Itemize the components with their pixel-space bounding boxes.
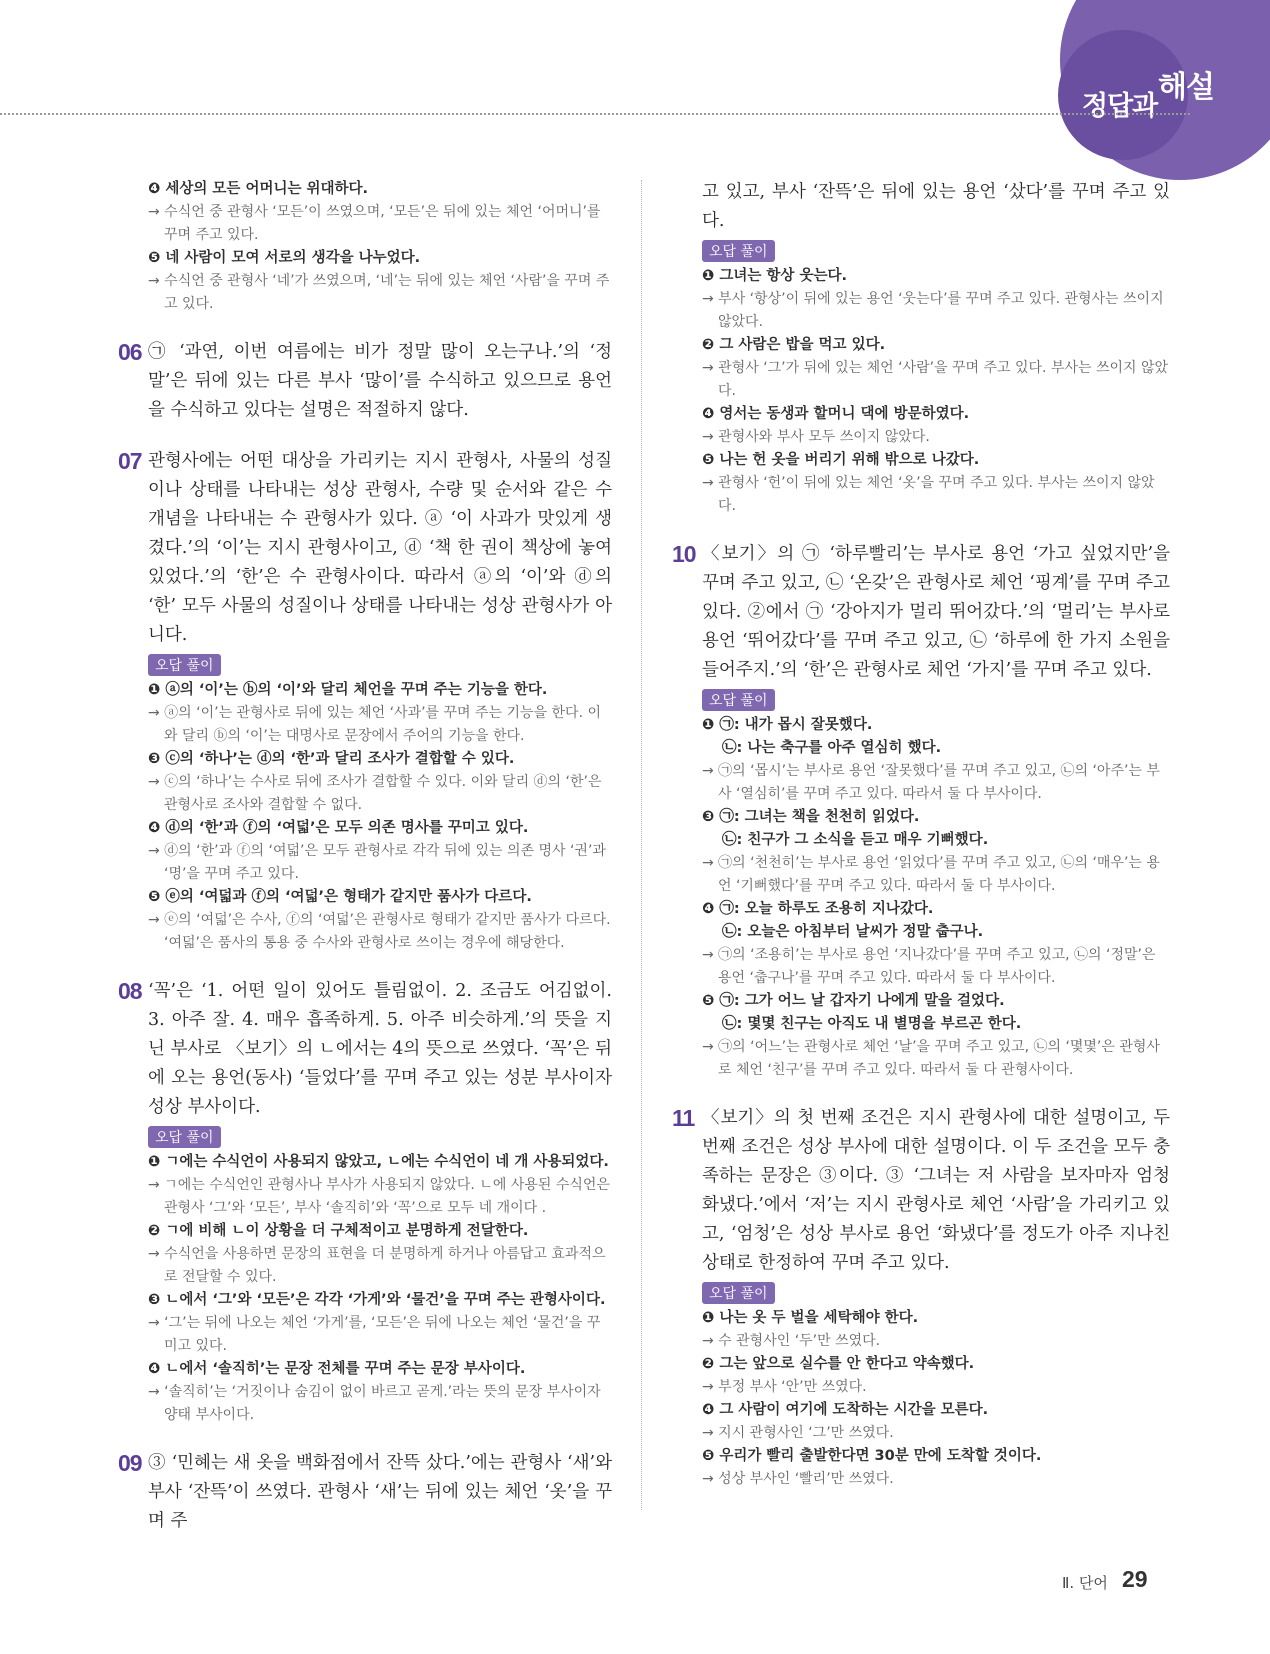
wrong-answer-tag: 오답 풀이 <box>148 654 221 676</box>
explanation: → 수식언 중 관형사 ‘네’가 쓰였으며, ‘네’는 뒤에 있는 체언 ‘사람’을 꾸며 주고 있다. <box>148 273 610 312</box>
answer-text: ③ ‘민혜는 새 옷을 백화점에서 잔뜩 샀다.’에는 관형사 ‘새’와 부사 ‘잔뜩’이 쓰였다. 관형사 ‘새’는 뒤에 있는 체언 ‘옷’을 꾸며 주 <box>148 1453 612 1531</box>
option-sub: ㉡: 오늘은 아침부터 날씨가 정말 춥구나. <box>722 924 984 940</box>
wrong-answer-tag: 오답 풀이 <box>702 689 775 711</box>
answer-11 <box>672 1104 1170 1278</box>
question-number: 07 <box>118 448 142 474</box>
explanation: → ⓓ의 ‘한’과 ⓕ의 ‘여덟’은 모두 관형사로 각각 뒤에 있는 의존 명사 ‘권’과 ‘명’을 꾸며 주고 있다. <box>148 843 606 882</box>
option: ❶ ㉠: 내가 몹시 잘못했다. <box>702 717 873 733</box>
explanation: → ‘솔직히’는 ‘거짓이나 숨김이 없이 바르고 곧게.’라는 뜻의 문장 부사이자 양태 부사이다. <box>148 1384 601 1423</box>
answer-text: 고 있고, 부사 ‘잔뜩’은 뒤에 있는 용언 ‘샀다’를 꾸며 주고 있다. <box>702 182 1170 231</box>
explanation: → 관형사 ‘헌’이 뒤에 있는 체언 ‘옷’을 꾸며 주고 있다. 부사는 쓰이지 않았다. <box>702 475 1155 514</box>
option: ❹ ㄴ에서 ‘솔직히’는 문장 전체를 꾸며 주는 문장 부사이다. <box>148 1361 526 1377</box>
explanation: → 수 관형사인 ‘두’만 쓰였다. <box>702 1333 881 1349</box>
answer-text: 관형사에는 어떤 대상을 가리키는 지시 관형사, 사물의 성질이나 상태를 나타내는 성상 관형사, 수량 및 순서와 같은 수 개념을 나타내는 수 관형사가 있다. ⓐ ‘이 사과가 맛있게 생겼다.’의 ‘이’는 지시 관형사이고, ⓓ ‘책 한 권이 책상에 놓여 있었다.’의 ‘한’은 수 관형사이다. 따라서 ⓐ의 ‘이’와 ⓓ의 ‘한’ 모두 사물의 성질이나 상태를 나타내는 성상 관형사가 아니다. <box>148 451 612 645</box>
answer-text: 〈보기〉의 ㉠ ‘하루빨리’는 부사로 용언 ‘가고 싶었지만’을 꾸며 주고 있고, ㉡ ‘온갖’은 관형사로 체언 ‘핑계’를 꾸며 주고 있다. ②에서 ㉠ ‘강아지가 멀리 뛰어갔다.’의 ‘멀리’는 부사로 용언 ‘뛰어갔다’를 꾸며 주고 있고, ㉡ ‘하루에 한 가지 소원을 들어주지.’의 ‘한’은 관형사로 체언 ‘가지’를 꾸며 주고 있다. <box>702 544 1170 680</box>
explanation: → ⓔ의 ‘여덟’은 수사, ⓕ의 ‘여덟’은 관형사로 형태가 같지만 품사가 다르다. ‘여덟’은 품사의 통용 중 수사와 관형사로 쓰이는 경우에 해당한다. <box>148 912 611 951</box>
answer-text: ‘꼭’은 ‘1. 어떤 일이 있어도 틀림없이. 2. 조금도 어김없이. 3. 아주 잘. 4. 매우 흡족하게. 5. 아주 비슷하게.’의 뜻을 지닌 부사로 〈보기〉의 ㄴ에서는 4의 뜻으로 쓰였다. ‘꼭’은 뒤에 오는 용언(동사) ‘들었다’를 꾸며 주고 있는 성분 부사이자 성상 부사이다. <box>148 981 612 1117</box>
question-number: 06 <box>118 339 142 365</box>
answer-06 <box>118 338 612 425</box>
option: ❹ 영서는 동생과 할머니 댁에 방문하였다. <box>702 406 970 422</box>
explanation: → 수식언 중 관형사 ‘모든’이 쓰였으며, ‘모든’은 뒤에 있는 체언 ‘어머니’를 꾸며 주고 있다. <box>148 204 601 243</box>
explanation: → 지시 관형사인 ‘그’만 쓰였다. <box>702 1425 894 1441</box>
question-number: 10 <box>672 541 696 567</box>
answer-09-continued <box>672 178 1170 236</box>
answer-text: 〈보기〉의 첫 번째 조건은 지시 관형사에 대한 설명이고, 두 번째 조건은 성상 부사에 대한 설명이다. 이 두 조건을 모두 충족하는 문장은 ③이다. ③ ‘그녀는 저 사람을 보자마자 엄청 화냈다.’에서 ‘저’는 지시 관형사로 체언 ‘사람’을 가리키고 있고, ‘엄청’은 성상 부사로 용언 ‘화냈다’를 정도가 아주 지나친 상태로 한정하여 꾸며 주고 있다. <box>702 1108 1170 1273</box>
answer-10 <box>672 540 1170 685</box>
option: ❺ 네 사람이 모여 서로의 생각을 나누었다. <box>148 250 421 266</box>
wrong-answer-tag: 오답 풀이 <box>148 1126 221 1148</box>
option: ❷ ㄱ에 비해 ㄴ이 상황을 더 구체적이고 분명하게 전달한다. <box>148 1223 529 1239</box>
option-sub: ㉡: 친구가 그 소식을 듣고 매우 기뻐했다. <box>722 832 989 848</box>
page-number: 29 <box>1122 1566 1148 1592</box>
explanation: → ㄱ에는 수식언인 관형사나 부사가 사용되지 않았다. ㄴ에 사용된 수식언은 관형사 ‘그’와 ‘모든’, 부사 ‘솔직히’와 ‘꼭’으로 모두 네 개이다 . <box>148 1177 610 1216</box>
explanation: → 관형사 ‘그’가 뒤에 있는 체언 ‘사람’을 꾸며 주고 있다. 부사는 쓰이지 않았다. <box>702 360 1169 399</box>
option: ❺ ㉠: 그가 어느 날 갑자기 나에게 말을 걸었다. <box>702 993 1005 1009</box>
option: ❸ ㉠: 그녀는 책을 천천히 읽었다. <box>702 809 920 825</box>
question-number: 09 <box>118 1450 142 1476</box>
explanation: → 부사 ‘항상’이 뒤에 있는 용언 ‘웃는다’를 꾸며 주고 있다. 관형사는 쓰이지 않았다. <box>702 291 1164 330</box>
answer-07 <box>118 447 612 650</box>
explanation: → ⓒ의 ‘하나’는 수사로 뒤에 조사가 결합할 수 있다. 이와 달리 ⓓ의 ‘한’은 관형사로 조사와 결합할 수 없다. <box>148 774 602 813</box>
explanation: → ㉠의 ‘조용히’는 부사로 용언 ‘지나갔다’를 꾸며 주고 있고, ㉡의 ‘정말’은 용언 ‘춥구나’를 꾸며 주고 있다. 따라서 둘 다 부사이다. <box>702 947 1156 986</box>
explanation: → 수식언을 사용하면 문장의 표현을 더 분명하게 하거나 아름답고 효과적으로 전달할 수 있다. <box>148 1246 606 1285</box>
question-number: 11 <box>672 1105 695 1131</box>
explanation: → 부정 부사 ‘안’만 쓰였다. <box>702 1379 867 1395</box>
explanation: → ‘그’는 뒤에 나오는 체언 ‘가게’를, ‘모든’은 뒤에 나오는 체언 ‘물건’을 꾸미고 있다. <box>148 1315 601 1354</box>
section-label: Ⅱ. 단어 <box>1062 1574 1108 1592</box>
option: ❷ 그 사람은 밥을 먹고 있다. <box>702 337 886 353</box>
wrong-answer-tag: 오답 풀이 <box>702 240 775 262</box>
wrong-answer-tag: 오답 풀이 <box>702 1282 775 1304</box>
header-badge-line1: 정답과 <box>1082 91 1158 122</box>
option: ❶ 나는 옷 두 벌을 세탁해야 한다. <box>702 1310 919 1326</box>
option: ❶ 그녀는 항상 웃는다. <box>702 268 847 284</box>
explanation: → 관형사와 부사 모두 쓰이지 않았다. <box>702 429 930 445</box>
option: ❺ ⓔ의 ‘여덟과 ⓕ의 ‘여덟’은 형태가 같지만 품사가 다르다. <box>148 889 532 905</box>
option: ❹ ⓓ의 ‘한’과 ⓕ의 ‘여덟’은 모두 의존 명사를 꾸미고 있다. <box>148 820 529 836</box>
answer-08 <box>118 977 612 1122</box>
answer-09 <box>118 1449 612 1536</box>
option: ❹ ㉠: 오늘 하루도 조용히 지나갔다. <box>702 901 934 917</box>
option: ❹ 그 사람이 여기에 도착하는 시간을 모른다. <box>702 1402 989 1418</box>
option-sub: ㉡: 몇몇 친구는 아직도 내 별명을 부르곤 한다. <box>722 1016 1022 1032</box>
option: ❷ 그는 앞으로 실수를 안 한다고 약속했다. <box>702 1356 975 1372</box>
option: ❺ 우리가 빨리 출발한다면 30분 만에 도착할 것이다. <box>702 1448 1042 1464</box>
option: ❶ ⓐ의 ‘이’는 ⓑ의 ‘이’와 달리 체언을 꾸며 주는 기능을 한다. <box>148 682 548 698</box>
left-column <box>118 178 612 1536</box>
option: ❶ ㄱ에는 수식언이 사용되지 않았고, ㄴ에는 수식언이 네 개 사용되었다. <box>148 1154 609 1170</box>
option-sub: ㉡: 나는 축구를 아주 열심히 했다. <box>722 740 942 756</box>
option: ❺ 나는 헌 옷을 버리기 위해 밖으로 나갔다. <box>702 452 980 468</box>
option: ❸ ㄴ에서 ‘그’와 ‘모든’은 각각 ‘가게’와 ‘물건’을 꾸며 주는 관형사이다. <box>148 1292 606 1308</box>
option: ❹ 세상의 모든 어머니는 위대하다. <box>148 181 369 197</box>
explanation: → ㉠의 ‘몹시’는 부사로 용언 ‘잘못했다’를 꾸며 주고 있고, ㉡의 ‘아주’는 부사 ‘열심히’를 꾸며 주고 있다. 따라서 둘 다 부사이다. <box>702 763 1160 802</box>
explanation: → 성상 부사인 ‘빨리’만 쓰였다. <box>702 1471 894 1487</box>
option: ❸ ⓒ의 ‘하나’는 ⓓ의 ‘한’과 달리 조사가 결합할 수 있다. <box>148 751 515 767</box>
answer-text: ㉠ ‘과연, 이번 여름에는 비가 정말 많이 오는구나.’의 ‘정말’은 뒤에 있는 다른 부사 ‘많이’를 수식하고 있으므로 용언을 수식하고 있다는 설명은 적절하지 않다. <box>148 342 612 420</box>
question-number: 08 <box>118 978 142 1004</box>
column-divider <box>641 180 642 1510</box>
explanation: → ⓐ의 ‘이’는 관형사로 뒤에 있는 체언 ‘사과’를 꾸며 주는 기능을 한다. 이와 달리 ⓑ의 ‘이’는 대명사로 문장에서 주어의 기능을 한다. <box>148 705 602 744</box>
header-divider <box>0 113 1190 115</box>
explanation: → ㉠의 ‘천천히’는 부사로 용언 ‘읽었다’를 꾸며 주고 있고, ㉡의 ‘매우’는 용언 ‘기뻐했다’를 꾸며 주고 있다. 따라서 둘 다 부사이다. <box>702 855 1160 894</box>
explanation: → ㉠의 ‘어느’는 관형사로 체언 ‘날’을 꾸며 주고 있고, ㉡의 ‘몇몇’은 관형사로 체언 ‘친구’를 꾸며 주고 있다. 따라서 둘 다 관형사이다. <box>702 1039 1160 1078</box>
right-column <box>672 178 1170 1491</box>
header-badge-line2: 해설 <box>1158 70 1214 105</box>
